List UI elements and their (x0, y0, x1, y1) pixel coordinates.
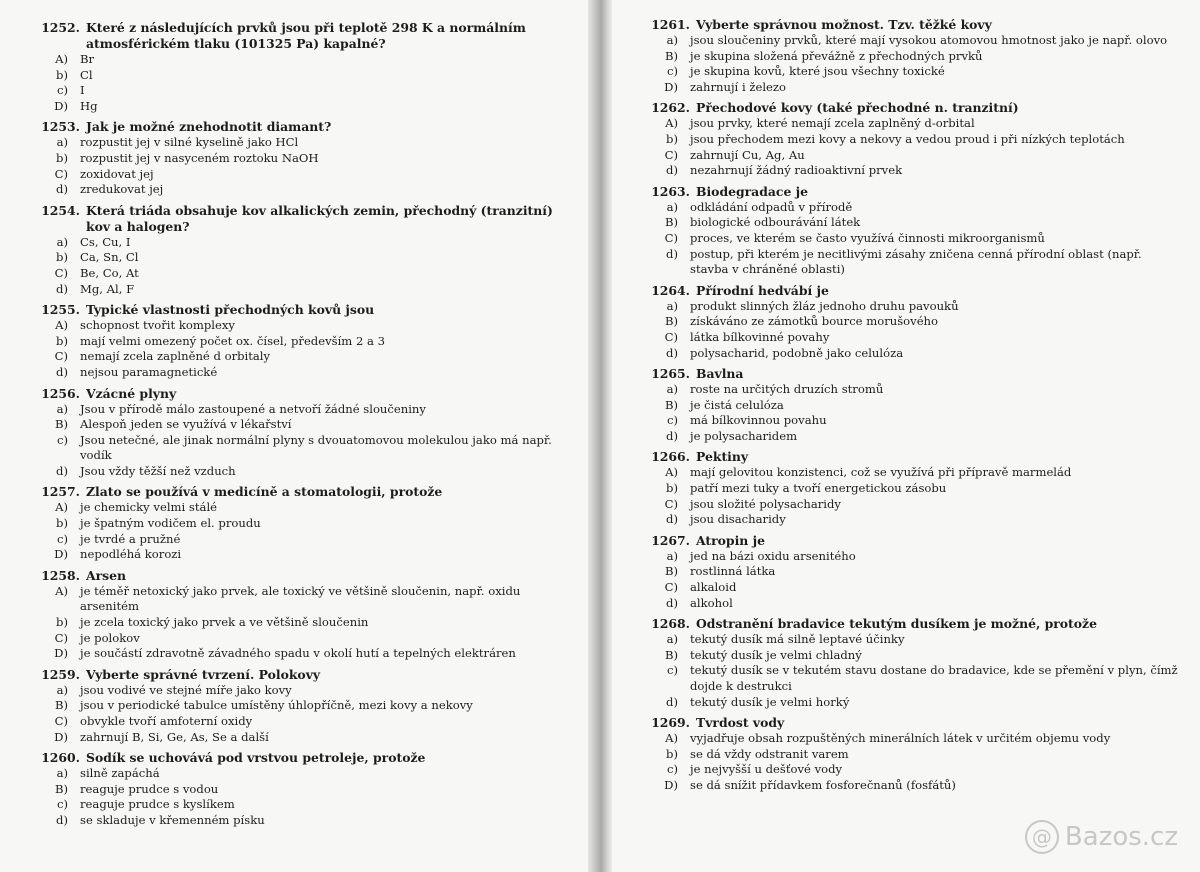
option-letter: A) (665, 116, 678, 131)
question-header (40, 568, 578, 584)
question-number: 1261. (651, 17, 690, 32)
option-text: tekutý dusík se v tekutém stavu dostane do bradavice, kde se přemění v plyn, čímž dojde k destrukci (690, 663, 1178, 693)
answer-option (650, 148, 1182, 164)
option-letter: B) (664, 314, 678, 329)
question-text: Zlato se používá v medicíně a stomatologii, protože (86, 484, 443, 500)
option-text: jsou disacharidy (690, 512, 786, 527)
option-letter: B) (664, 647, 678, 662)
answer-option (40, 631, 578, 647)
question-text: Přechodové kovy (také přechodné n. tranzitní) (696, 100, 1019, 116)
question-text: Odstranění bradavice tekutým dusíkem je možné, protože (696, 616, 1097, 632)
answer-option (650, 80, 1182, 96)
question-block (40, 750, 578, 828)
option-text: je polysacharidem (690, 428, 798, 443)
option-letter: d) (56, 182, 68, 197)
option-text: jsou sloučeniny prvků, které mají vysokou atomovou hmotnost jako je např. olovo (690, 33, 1168, 47)
option-text: je téměř netoxický jako prvek, ale toxický ve většině sloučenin, např. oxidu arsenitém (80, 583, 521, 614)
answer-option (40, 182, 578, 198)
option-letter: a) (56, 682, 68, 697)
option-text: rozpustit jej v silné kyselině jako HCl (80, 135, 299, 150)
question-block (40, 302, 578, 380)
answer-option (650, 596, 1182, 612)
option-letter: C) (54, 349, 68, 364)
question-text: Které z následujících prvků jsou při teplotě 298 K a normálním atmosférickém tlaku (101325 Pa) kapalné? (86, 20, 526, 51)
question-header (650, 616, 1182, 632)
question-block (650, 184, 1182, 278)
option-letter: C) (664, 496, 678, 511)
answer-option (40, 250, 578, 266)
option-letter: d) (666, 512, 678, 527)
question-number: 1255. (41, 302, 80, 318)
option-text: zahrnují Cu, Ag, Au (690, 147, 805, 162)
option-letter: d) (666, 163, 678, 178)
option-text: se dá snížit přídavkem fosforečnanů (fosfátů) (690, 777, 956, 792)
option-text: biologické odbourávání látek (690, 215, 861, 230)
option-letter: A) (55, 500, 68, 515)
option-letter: a) (666, 199, 678, 214)
answer-option (650, 314, 1182, 330)
option-letter: d) (666, 595, 678, 610)
answer-option (40, 402, 578, 418)
question-block (650, 100, 1182, 178)
answer-option (40, 68, 578, 84)
answer-option (40, 52, 578, 68)
answer-option (650, 330, 1182, 346)
question-text: Tvrdost vody (696, 715, 785, 731)
answer-option (650, 299, 1182, 315)
question-text: Vzácné plyny (86, 385, 177, 401)
question-number: 1253. (41, 119, 80, 135)
option-letter: C) (664, 230, 678, 245)
option-text: je nejvyšší u dešťové vody (690, 762, 843, 777)
question-number: 1264. (651, 282, 690, 298)
answer-option (40, 584, 578, 615)
answer-option (650, 762, 1182, 778)
option-letter: C) (54, 166, 68, 181)
answer-option (650, 580, 1182, 596)
option-text: je tvrdé a pružné (80, 531, 181, 546)
answer-option (650, 231, 1182, 247)
option-letter: d) (56, 364, 68, 379)
question-text: Typické vlastnosti přechodných kovů jsou (86, 302, 375, 318)
answer-option (40, 766, 578, 782)
question-number: 1256. (41, 385, 80, 401)
question-text: Přírodní hedvábí je (696, 282, 829, 298)
question-number: 1259. (41, 666, 80, 682)
option-letter: B) (664, 564, 678, 579)
answer-option (650, 64, 1182, 80)
answer-option (40, 547, 578, 563)
option-text: je součástí zdravotně závadného spadu v okolí hutí a tepelných elektráren (80, 646, 516, 661)
question-text: Biodegradace je (696, 183, 809, 199)
option-letter: B) (54, 698, 68, 713)
option-text: tekutý dusík je velmi chladný (690, 647, 862, 662)
option-text: jsou složité polysacharidy (690, 496, 841, 511)
question-header (650, 449, 1182, 465)
answer-option (650, 497, 1182, 513)
option-text: získáváno ze zámotků bource morušového (690, 314, 939, 329)
question-number: 1267. (651, 532, 690, 548)
option-letter: C) (54, 265, 68, 280)
option-text: je skupina kovů, které jsou všechny toxické (690, 64, 945, 79)
option-text: je čistá celulóza (690, 397, 784, 412)
option-text: Ca, Sn, Cl (80, 250, 139, 265)
option-text: obvykle tvoří amfoterní oxidy (80, 714, 253, 728)
question-text: Pektiny (696, 449, 749, 465)
option-letter: c) (56, 83, 68, 98)
question-number: 1268. (651, 616, 690, 632)
option-letter: B) (54, 417, 68, 432)
answer-option (40, 167, 578, 183)
question-header (40, 302, 578, 318)
option-letter: c) (666, 64, 678, 79)
answer-option (650, 215, 1182, 231)
option-text: Br (80, 52, 95, 66)
answer-option (650, 33, 1182, 49)
question-block (40, 386, 578, 480)
option-text: zahrnují B, Si, Ge, As, Se a další (80, 729, 269, 744)
answer-option (40, 349, 578, 365)
option-letter: c) (56, 531, 68, 546)
question-block (40, 568, 578, 662)
option-text: reaguje prudce s kyslíkem (80, 797, 235, 812)
answer-option (650, 663, 1182, 694)
option-letter: a) (56, 766, 68, 781)
answer-option (40, 365, 578, 381)
option-letter: a) (666, 33, 678, 47)
option-letter: d) (666, 428, 678, 443)
answer-option (40, 714, 578, 730)
question-block (40, 203, 578, 297)
option-letter: a) (56, 234, 68, 249)
option-letter: c) (666, 413, 678, 428)
question-number: 1266. (651, 449, 690, 465)
option-letter: c) (666, 663, 678, 678)
option-letter: D) (54, 547, 68, 562)
answer-option (650, 564, 1182, 580)
watermark-text: Bazos.cz (1064, 822, 1178, 852)
question-number: 1254. (41, 202, 80, 218)
question-block (650, 616, 1182, 710)
option-letter: a) (666, 298, 678, 313)
option-letter: D) (54, 729, 68, 744)
question-number: 1258. (41, 567, 80, 583)
question-block (650, 366, 1182, 444)
option-letter: A) (665, 731, 678, 746)
answer-option (40, 334, 578, 350)
answer-option (40, 135, 578, 151)
option-letter: b) (56, 150, 68, 165)
option-letter: d) (56, 812, 68, 827)
option-text: vyjadřuje obsah rozpuštěných minerálních látek v určitém objemu vody (690, 731, 1111, 746)
question-header (40, 750, 578, 766)
option-letter: c) (666, 762, 678, 777)
question-number: 1265. (651, 366, 690, 382)
question-text: Vyberte správnou možnost. Tzv. těžké kovy (696, 17, 992, 32)
question-text: Atropin je (696, 532, 765, 548)
option-text: jsou přechodem mezi kovy a nekovy a vedou proud i při nízkých teplotách (690, 131, 1125, 146)
answer-option (650, 346, 1182, 362)
book-gutter (588, 0, 612, 872)
option-text: rostlinná látka (690, 564, 776, 579)
answer-option (650, 695, 1182, 711)
option-letter: d) (666, 694, 678, 709)
answer-option (650, 247, 1182, 278)
option-text: jsou prvky, které nemají zcela zaplněný d-orbital (690, 116, 975, 131)
option-text: tekutý dusík má silně leptavé účinky (690, 632, 905, 647)
option-text: polysacharid, podobně jako celulóza (690, 345, 904, 360)
option-letter: b) (56, 333, 68, 348)
answer-option (650, 49, 1182, 65)
option-text: tekutý dusík je velmi horký (690, 694, 850, 709)
question-block (650, 715, 1182, 793)
question-text: Která triáda obsahuje kov alkalických zemin, přechodný (tranzitní) kov a halogen? (86, 202, 553, 234)
answer-option (650, 163, 1182, 179)
option-text: nemají zcela zaplněné d orbitaly (80, 349, 271, 364)
question-text: Jak je možné znehodnotit diamant? (86, 119, 332, 135)
question-number: 1260. (41, 750, 80, 766)
question-block (40, 20, 578, 114)
option-letter: c) (56, 797, 68, 812)
question-text: Arsen (86, 567, 127, 583)
option-letter: b) (666, 746, 678, 761)
option-letter: a) (666, 382, 678, 397)
option-text: se skladuje v křemenném písku (80, 812, 265, 827)
question-header (40, 667, 578, 683)
answer-option (40, 99, 578, 115)
answer-option (650, 382, 1182, 398)
question-header (40, 386, 578, 402)
option-text: roste na určitých druzích stromů (690, 382, 884, 397)
option-letter: C) (664, 329, 678, 344)
option-letter: C) (54, 630, 68, 645)
option-text: zahrnují i železo (690, 79, 786, 94)
question-number: 1252. (41, 20, 80, 35)
option-text: rozpustit jej v nasyceném roztoku NaOH (80, 150, 319, 165)
option-text: Jsou vždy těžší než vzduch (80, 463, 236, 478)
option-text: Cl (80, 67, 93, 82)
option-text: jsou v periodické tabulce umístěny úhlopříčně, mezi kovy a nekovy (80, 698, 473, 713)
option-letter: B) (54, 781, 68, 796)
answer-option (650, 778, 1182, 794)
option-text: má bílkovinnou povahu (690, 413, 827, 428)
answer-option (650, 398, 1182, 414)
option-text: jsou vodivé ve stejné míře jako kovy (80, 682, 292, 697)
question-text: Vyberte správné tvrzení. Polokovy (86, 666, 321, 682)
option-text: je polokov (80, 630, 140, 645)
option-letter: d) (56, 463, 68, 478)
question-block (650, 533, 1182, 611)
option-text: postup, při kterém je necitlivými zásahy zničena cenná přírodní oblast (např. stavba v chráněné oblasti) (690, 246, 1142, 277)
question-header (650, 715, 1182, 731)
answer-option (40, 464, 578, 480)
question-header (650, 283, 1182, 299)
option-text: látka bílkovinné povahy (690, 329, 830, 344)
option-text: je chemicky velmi stálé (80, 500, 218, 515)
answer-option (650, 132, 1182, 148)
option-letter: C) (664, 147, 678, 162)
answer-option (40, 433, 578, 464)
answer-option (40, 282, 578, 298)
answer-option (650, 116, 1182, 132)
option-letter: A) (665, 465, 678, 480)
question-block (40, 119, 578, 197)
answer-option (40, 730, 578, 746)
option-letter: A) (55, 583, 68, 598)
question-text: Bavlna (696, 366, 744, 382)
answer-option (40, 235, 578, 251)
option-letter: B) (664, 215, 678, 230)
question-header (40, 119, 578, 135)
option-letter: d) (666, 345, 678, 360)
option-letter: d) (666, 246, 678, 261)
option-text: zoxidovat jej (80, 166, 154, 181)
option-text: nejsou paramagnetické (80, 364, 218, 379)
option-letter: D) (664, 777, 678, 792)
answer-option (40, 266, 578, 282)
question-number: 1262. (651, 100, 690, 116)
option-text: Alespoň jeden se využívá v lékařství (80, 417, 292, 432)
option-letter: B) (664, 48, 678, 63)
option-text: produkt slinných žláz jednoho druhu pavouků (690, 298, 959, 313)
option-letter: B) (664, 397, 678, 412)
option-text: reaguje prudce s vodou (80, 781, 219, 796)
question-number: 1263. (651, 183, 690, 199)
option-text: patří mezi tuky a tvoří energetickou zásobu (690, 481, 947, 496)
answer-option (40, 417, 578, 433)
option-text: I (80, 83, 85, 98)
option-letter: C) (664, 580, 678, 595)
question-header (40, 484, 578, 500)
right-page (612, 0, 1200, 872)
option-text: Jsou netečné, ale jinak normální plyny s dvouatomovou molekulou jako má např. vodík (80, 432, 552, 463)
answer-option (40, 532, 578, 548)
option-letter: b) (56, 516, 68, 531)
answer-option (650, 747, 1182, 763)
option-text: odkládání odpadů v přírodě (690, 199, 853, 214)
answer-option (40, 797, 578, 813)
option-letter: D) (54, 98, 68, 113)
question-block (650, 17, 1182, 95)
option-letter: b) (56, 615, 68, 630)
answer-option (40, 782, 578, 798)
option-text: Jsou v přírodě málo zastoupené a netvoří žádné sloučeniny (80, 401, 426, 416)
answer-option (650, 200, 1182, 216)
question-text: Sodík se uchovává pod vrstvou petroleje, protože (86, 750, 426, 766)
answer-option (650, 648, 1182, 664)
option-letter: a) (666, 632, 678, 647)
left-question-list (40, 20, 578, 829)
option-text: Hg (80, 98, 98, 113)
question-header (40, 203, 578, 235)
answer-option (650, 481, 1182, 497)
option-letter: A) (55, 318, 68, 333)
option-text: nepodléhá korozi (80, 547, 182, 562)
option-text: mají gelovitou konzistenci, což se využívá při přípravě marmelád (690, 465, 1072, 480)
question-header (650, 366, 1182, 382)
bazos-watermark (1025, 820, 1178, 854)
option-letter: a) (56, 135, 68, 150)
option-text: alkohol (690, 595, 733, 610)
option-letter: a) (56, 401, 68, 416)
answer-option (40, 83, 578, 99)
question-header (650, 184, 1182, 200)
left-page (0, 0, 588, 872)
option-text: je zcela toxický jako prvek a ve většině sloučenin (80, 615, 369, 630)
option-text: se dá vždy odstranit varem (690, 746, 849, 761)
bazos-logo-icon: @ (1025, 820, 1059, 854)
option-letter: a) (666, 548, 678, 563)
option-text: je skupina složená převážně z přechodných prvků (690, 48, 983, 63)
question-number: 1269. (651, 715, 690, 731)
question-block (650, 449, 1182, 527)
answer-option (40, 615, 578, 631)
answer-option (650, 632, 1182, 648)
option-text: proces, ve kterém se často využívá činnosti mikroorganismů (690, 230, 1045, 245)
option-text: jed na bázi oxidu arsenitého (690, 548, 856, 563)
option-letter: A) (55, 52, 68, 66)
option-text: Mg, Al, F (80, 281, 135, 296)
question-block (40, 484, 578, 562)
answer-option (650, 512, 1182, 528)
option-letter: D) (664, 79, 678, 94)
answer-option (650, 549, 1182, 565)
question-block (40, 667, 578, 745)
option-text: nezahrnují žádný radioaktivní prvek (690, 163, 903, 178)
answer-option (40, 813, 578, 829)
answer-option (40, 516, 578, 532)
answer-option (40, 646, 578, 662)
option-letter: b) (56, 250, 68, 265)
option-letter: d) (56, 281, 68, 296)
right-question-list (650, 17, 1182, 794)
option-text: mají velmi omezený počet ox. čísel, především 2 a 3 (80, 333, 386, 348)
option-text: Cs, Cu, I (80, 234, 131, 249)
question-header (650, 100, 1182, 116)
option-text: schopnost tvořit komplexy (80, 318, 235, 333)
option-letter: b) (666, 481, 678, 496)
answer-option (40, 500, 578, 516)
option-text: je špatným vodičem el. proudu (80, 516, 261, 531)
answer-option (40, 151, 578, 167)
answer-option (650, 465, 1182, 481)
answer-option (40, 318, 578, 334)
question-number: 1257. (41, 484, 80, 500)
option-letter: b) (666, 131, 678, 146)
answer-option (650, 429, 1182, 445)
option-letter: C) (54, 714, 68, 728)
option-text: zredukovat jej (80, 182, 164, 197)
answer-option (650, 731, 1182, 747)
answer-option (40, 698, 578, 714)
option-letter: b) (56, 67, 68, 82)
answer-option (40, 683, 578, 699)
question-header (650, 17, 1182, 33)
question-header (40, 20, 578, 52)
option-letter: D) (54, 646, 68, 661)
option-text: Be, Co, At (80, 265, 139, 280)
option-text: silně zapáchá (80, 766, 160, 781)
answer-option (650, 413, 1182, 429)
option-text: alkaloid (690, 580, 737, 595)
question-block (650, 283, 1182, 361)
question-header (650, 533, 1182, 549)
option-letter: c) (56, 432, 68, 447)
